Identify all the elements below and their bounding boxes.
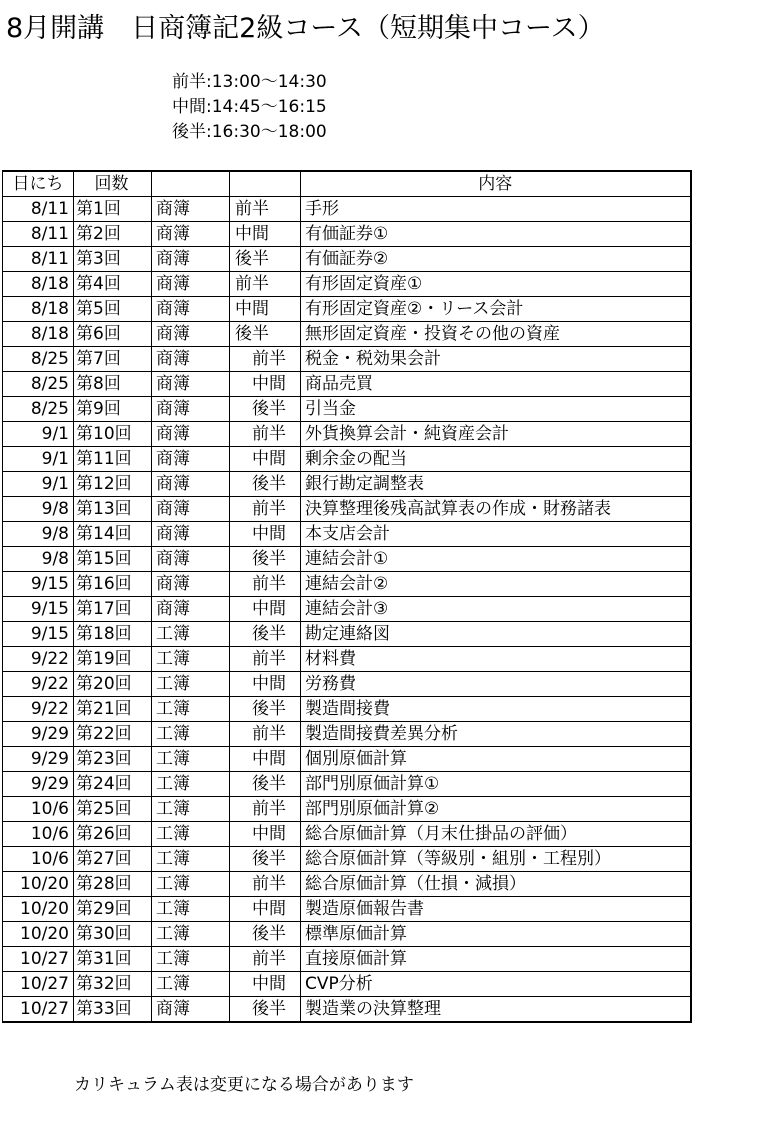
table-row: [3, 422, 691, 447]
cell-subject: 工簿: [152, 822, 230, 847]
cell-subject: 商簿: [152, 297, 230, 322]
table-row: [3, 547, 691, 572]
cell-period: 後半: [230, 922, 301, 947]
cell-period: 前半: [230, 947, 301, 972]
cell-subject: 商簿: [152, 422, 230, 447]
cell-date: 9/29: [3, 772, 74, 797]
cell-session-number: 第7回: [74, 347, 152, 372]
cell-period: 中間: [230, 372, 301, 397]
cell-date: 8/18: [3, 297, 74, 322]
cell-period: 前半: [230, 722, 301, 747]
table-row: [3, 622, 691, 647]
cell-period: 後半: [230, 547, 301, 572]
cell-date: 10/6: [3, 797, 74, 822]
cell-date: 9/29: [3, 747, 74, 772]
cell-content: 個別原価計算: [301, 747, 691, 772]
cell-subject: 商簿: [152, 597, 230, 622]
cell-date: 8/25: [3, 397, 74, 422]
cell-date: 9/8: [3, 522, 74, 547]
cell-subject: 商簿: [152, 197, 230, 222]
cell-date: 8/11: [3, 197, 74, 222]
cell-session-number: 第33回: [74, 997, 152, 1023]
cell-period: 中間: [230, 747, 301, 772]
table-row: [3, 347, 691, 372]
table-header-row: [3, 171, 691, 197]
table-row: [3, 222, 691, 247]
cell-session-number: 第8回: [74, 372, 152, 397]
cell-content: 税金・税効果会計: [301, 347, 691, 372]
header-content: 内容: [301, 171, 691, 197]
cell-subject: 商簿: [152, 397, 230, 422]
cell-period: 後半: [230, 397, 301, 422]
table-row: [3, 772, 691, 797]
cell-period: 後半: [230, 322, 301, 347]
cell-content: 手形: [301, 197, 691, 222]
cell-date: 9/29: [3, 722, 74, 747]
cell-subject: 商簿: [152, 997, 230, 1023]
cell-session-number: 第22回: [74, 722, 152, 747]
cell-date: 10/20: [3, 922, 74, 947]
cell-session-number: 第31回: [74, 947, 152, 972]
cell-content: 引当金: [301, 397, 691, 422]
cell-date: 10/6: [3, 847, 74, 872]
table-row: [3, 947, 691, 972]
table-row: [3, 922, 691, 947]
cell-content: 銀行勘定調整表: [301, 472, 691, 497]
cell-subject: 工簿: [152, 897, 230, 922]
cell-subject: 工簿: [152, 922, 230, 947]
table-row: [3, 472, 691, 497]
cell-date: 9/8: [3, 497, 74, 522]
cell-session-number: 第32回: [74, 972, 152, 997]
cell-subject: 工簿: [152, 747, 230, 772]
cell-content: 連結会計①: [301, 547, 691, 572]
curriculum-note: カリキュラム表は変更になる場合があります: [74, 1075, 414, 1095]
cell-period: 後半: [230, 247, 301, 272]
cell-session-number: 第29回: [74, 897, 152, 922]
cell-period: 前半: [230, 572, 301, 597]
cell-content: 有形固定資産①: [301, 272, 691, 297]
cell-content: 有価証券②: [301, 247, 691, 272]
table-row: [3, 722, 691, 747]
cell-content: 勘定連絡図: [301, 622, 691, 647]
cell-subject: 工簿: [152, 947, 230, 972]
table-row: [3, 372, 691, 397]
cell-date: 10/20: [3, 897, 74, 922]
cell-subject: 工簿: [152, 972, 230, 997]
cell-period: 中間: [230, 597, 301, 622]
cell-session-number: 第10回: [74, 422, 152, 447]
cell-session-number: 第4回: [74, 272, 152, 297]
header-date: 日にち: [3, 171, 74, 197]
cell-session-number: 第18回: [74, 622, 152, 647]
cell-content: 製造間接費: [301, 697, 691, 722]
cell-session-number: 第25回: [74, 797, 152, 822]
cell-date: 9/8: [3, 547, 74, 572]
cell-subject: 商簿: [152, 222, 230, 247]
cell-date: 10/27: [3, 947, 74, 972]
cell-period: 中間: [230, 297, 301, 322]
cell-date: 9/1: [3, 447, 74, 472]
cell-subject: 商簿: [152, 497, 230, 522]
cell-date: 8/25: [3, 372, 74, 397]
table-row: [3, 247, 691, 272]
cell-session-number: 第28回: [74, 872, 152, 897]
header-session-number: 回数: [74, 171, 152, 197]
cell-period: 前半: [230, 347, 301, 372]
cell-content: 有価証券①: [301, 222, 691, 247]
cell-session-number: 第27回: [74, 847, 152, 872]
cell-subject: 商簿: [152, 322, 230, 347]
cell-period: 前半: [230, 647, 301, 672]
cell-session-number: 第24回: [74, 772, 152, 797]
cell-period: 中間: [230, 822, 301, 847]
header-period: [230, 171, 301, 197]
cell-session-number: 第16回: [74, 572, 152, 597]
page-title: 8月開講 日商簿記2級コース（短期集中コース）: [6, 13, 605, 44]
table-row: [3, 872, 691, 897]
table-row: [3, 597, 691, 622]
cell-content: 部門別原価計算②: [301, 797, 691, 822]
table-row: [3, 672, 691, 697]
cell-subject: 工簿: [152, 622, 230, 647]
cell-date: 9/15: [3, 572, 74, 597]
cell-date: 9/22: [3, 647, 74, 672]
table-row: [3, 397, 691, 422]
cell-period: 中間: [230, 672, 301, 697]
cell-period: 前半: [230, 272, 301, 297]
cell-subject: 商簿: [152, 547, 230, 572]
cell-date: 9/22: [3, 697, 74, 722]
cell-subject: 商簿: [152, 272, 230, 297]
cell-period: 前半: [230, 497, 301, 522]
cell-period: 後半: [230, 847, 301, 872]
cell-session-number: 第3回: [74, 247, 152, 272]
cell-session-number: 第26回: [74, 822, 152, 847]
table-row: [3, 322, 691, 347]
cell-subject: 工簿: [152, 797, 230, 822]
cell-period: 前半: [230, 197, 301, 222]
cell-subject: 工簿: [152, 672, 230, 697]
cell-content: 製造業の決算整理: [301, 997, 691, 1023]
cell-period: 後半: [230, 472, 301, 497]
cell-subject: 商簿: [152, 522, 230, 547]
time-second-half: 後半:16:30～18:00: [172, 122, 327, 142]
cell-date: 10/6: [3, 822, 74, 847]
table-row: [3, 847, 691, 872]
cell-subject: 工簿: [152, 647, 230, 672]
cell-period: 後半: [230, 622, 301, 647]
cell-session-number: 第23回: [74, 747, 152, 772]
cell-content: 連結会計③: [301, 597, 691, 622]
cell-content: 商品売買: [301, 372, 691, 397]
cell-date: 8/18: [3, 272, 74, 297]
cell-content: 製造原価報告書: [301, 897, 691, 922]
cell-session-number: 第19回: [74, 647, 152, 672]
time-middle: 中間:14:45～16:15: [172, 97, 327, 117]
cell-subject: 工簿: [152, 697, 230, 722]
cell-session-number: 第20回: [74, 672, 152, 697]
cell-session-number: 第21回: [74, 697, 152, 722]
cell-session-number: 第9回: [74, 397, 152, 422]
table-row: [3, 697, 691, 722]
cell-date: 9/1: [3, 422, 74, 447]
table-row: [3, 447, 691, 472]
cell-date: 9/15: [3, 622, 74, 647]
cell-content: CVP分析: [301, 972, 691, 997]
cell-period: 前半: [230, 422, 301, 447]
cell-date: 9/1: [3, 472, 74, 497]
cell-content: 部門別原価計算①: [301, 772, 691, 797]
cell-subject: 商簿: [152, 347, 230, 372]
cell-subject: 工簿: [152, 872, 230, 897]
table-row: [3, 197, 691, 222]
cell-date: 10/20: [3, 872, 74, 897]
cell-session-number: 第17回: [74, 597, 152, 622]
table-row: [3, 272, 691, 297]
cell-content: 剰余金の配当: [301, 447, 691, 472]
table-row: [3, 997, 691, 1023]
cell-session-number: 第1回: [74, 197, 152, 222]
cell-session-number: 第2回: [74, 222, 152, 247]
cell-content: 有形固定資産②・リース会計: [301, 297, 691, 322]
cell-content: 連結会計②: [301, 572, 691, 597]
cell-date: 8/11: [3, 222, 74, 247]
cell-subject: 商簿: [152, 372, 230, 397]
cell-date: 8/18: [3, 322, 74, 347]
cell-date: 8/25: [3, 347, 74, 372]
cell-subject: 商簿: [152, 472, 230, 497]
cell-content: 総合原価計算（月末仕掛品の評価）: [301, 822, 691, 847]
cell-date: 8/11: [3, 247, 74, 272]
header-subject: [152, 171, 230, 197]
cell-subject: 商簿: [152, 572, 230, 597]
table-row: [3, 972, 691, 997]
cell-date: 9/22: [3, 672, 74, 697]
session-times: [172, 70, 327, 145]
cell-session-number: 第15回: [74, 547, 152, 572]
cell-subject: 工簿: [152, 772, 230, 797]
cell-period: 前半: [230, 872, 301, 897]
cell-content: 決算整理後残高試算表の作成・財務諸表: [301, 497, 691, 522]
cell-period: 中間: [230, 222, 301, 247]
cell-content: 総合原価計算（等級別・組別・工程別）: [301, 847, 691, 872]
cell-period: 前半: [230, 797, 301, 822]
cell-period: 後半: [230, 772, 301, 797]
cell-session-number: 第12回: [74, 472, 152, 497]
cell-subject: 商簿: [152, 247, 230, 272]
table-row: [3, 822, 691, 847]
cell-content: 本支店会計: [301, 522, 691, 547]
cell-period: 後半: [230, 997, 301, 1023]
cell-period: 後半: [230, 697, 301, 722]
table-row: [3, 297, 691, 322]
table-row: [3, 647, 691, 672]
cell-period: 中間: [230, 447, 301, 472]
cell-session-number: 第11回: [74, 447, 152, 472]
table-row: [3, 897, 691, 922]
cell-content: 無形固定資産・投資その他の資産: [301, 322, 691, 347]
table-row: [3, 797, 691, 822]
cell-session-number: 第14回: [74, 522, 152, 547]
cell-period: 中間: [230, 522, 301, 547]
cell-content: 労務費: [301, 672, 691, 697]
cell-period: 中間: [230, 897, 301, 922]
cell-session-number: 第30回: [74, 922, 152, 947]
cell-date: 9/15: [3, 597, 74, 622]
cell-session-number: 第6回: [74, 322, 152, 347]
cell-subject: 商簿: [152, 447, 230, 472]
cell-content: 標準原価計算: [301, 922, 691, 947]
cell-subject: 工簿: [152, 847, 230, 872]
cell-session-number: 第5回: [74, 297, 152, 322]
cell-content: 直接原価計算: [301, 947, 691, 972]
cell-content: 材料費: [301, 647, 691, 672]
table-row: [3, 572, 691, 597]
cell-period: 中間: [230, 972, 301, 997]
cell-subject: 工簿: [152, 722, 230, 747]
cell-date: 10/27: [3, 972, 74, 997]
cell-content: 外貨換算会計・純資産会計: [301, 422, 691, 447]
table-row: [3, 497, 691, 522]
cell-content: 製造間接費差異分析: [301, 722, 691, 747]
time-first-half: 前半:13:00～14:30: [172, 72, 327, 92]
schedule-table: [2, 170, 692, 1023]
cell-session-number: 第13回: [74, 497, 152, 522]
cell-content: 総合原価計算（仕損・減損）: [301, 872, 691, 897]
cell-date: 10/27: [3, 997, 74, 1023]
table-row: [3, 747, 691, 772]
table-row: [3, 522, 691, 547]
